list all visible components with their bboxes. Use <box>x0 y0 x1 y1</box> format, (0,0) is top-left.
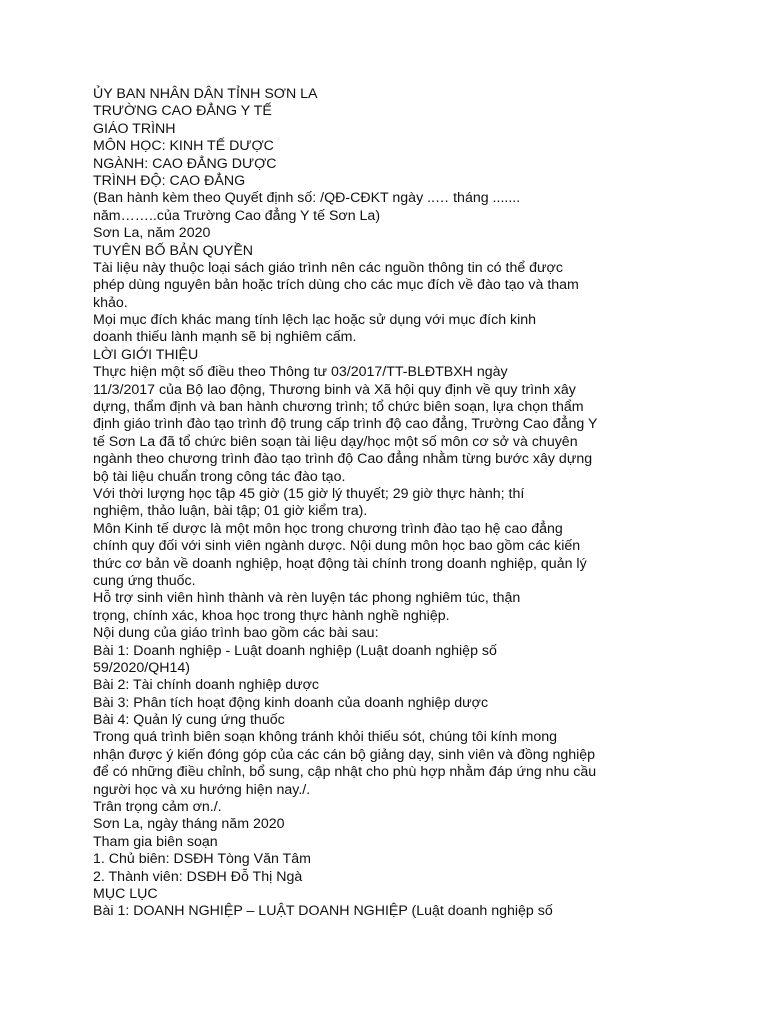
agency-name: ỦY BAN NHÂN DÂN TỈNH SƠN LA <box>93 86 318 102</box>
doc-type: GIÁO TRÌNH <box>93 120 176 137</box>
lesson-list-intro: Nội dung của giáo trình bao gồm các bài sau: <box>93 625 379 642</box>
decision-line-1: (Ban hành kèm theo Quyết định số: /QĐ-CĐKT ngày ..… tháng ....... <box>93 190 521 207</box>
intro-text: định giáo trình đào tạo trình độ trung cấp trình độ cao đẳng, Trường Cao đẳng Y <box>93 416 598 433</box>
subject: MÔN HỌC: KINH TẾ DƯỢC <box>93 138 274 155</box>
intro-text: tế Sơn La đã tổ chức biên soạn tài liệu dạy/học một số môn cơ sở và chuyên <box>93 433 578 450</box>
document-page <box>93 86 598 921</box>
intro-text: nghiệm, thảo luận, bài tập; 01 giờ kiểm tra). <box>93 503 368 520</box>
intro-text: cung ứng thuốc. <box>93 572 196 589</box>
intro-text: chính quy đối với sinh viên ngành dược. Nội dung môn học bao gồm các kiến <box>93 538 581 555</box>
lesson-item: Bài 2: Tài chính doanh nghiệp dược <box>93 677 319 694</box>
copyright-text: phép dùng nguyên bản hoặc trích dùng cho các mục đích về đào tạo và tham <box>93 277 579 294</box>
intro-heading: LỜI GIỚI THIỆU <box>93 346 199 363</box>
intro-text: trọng, chính xác, khoa học trong thực hành nghề nghiệp. <box>93 607 450 624</box>
copyright-text: Mọi mục đích khác mang tính lệch lạc hoặc sử dụng với mục đích kinh <box>93 312 537 329</box>
copyright-text: khảo. <box>93 294 128 311</box>
intro-text: bộ tài liệu chuẩn trong công tác đào tạo. <box>93 468 346 485</box>
closing-text: nhận được ý kiến đóng góp của các cán bộ giảng dạy, sinh viên và đồng nghiệp <box>93 746 596 763</box>
intro-text: Môn Kinh tế dược là một môn học trong chương trình đào tạo hệ cao đẳng <box>93 520 563 537</box>
lesson-item: Bài 3: Phân tích hoạt động kinh doanh của doanh nghiệp dược <box>93 694 489 711</box>
thanks: Trân trọng cảm ơn./. <box>93 799 222 816</box>
copyright-heading: TUYÊN BỐ BẢN QUYỀN <box>93 242 254 259</box>
school-name: TRƯỜNG CAO ĐẲNG Y TẾ <box>93 103 272 120</box>
lesson-item: Bài 1: Doanh nghiệp - Luật doanh nghiệp (Luật doanh nghiệp số <box>93 642 497 659</box>
copyright-text: Tài liệu này thuộc loại sách giáo trình nên các nguồn thông tin có thể được <box>93 259 563 276</box>
intro-text: thức cơ bản về doanh nghiệp, hoạt động tài chính trong doanh nghiệp, quản lý <box>93 555 587 572</box>
closing-text: Trong quá trình biên soạn không tránh khỏi thiếu sót, chúng tôi kính mong <box>93 729 558 746</box>
intro-text: dựng, thẩm định và ban hành chương trình; tổ chức biên soạn, lựa chọn thẩm <box>93 399 584 416</box>
toc-item: Bài 1: DOANH NGHIỆP – LUẬT DOANH NGHIỆP (Luật doanh nghiệp số <box>93 903 553 920</box>
place-year: Sơn La, năm 2020 <box>93 225 211 242</box>
closing-text: để có những điều chỉnh, bổ sung, cập nhật cho phù hợp nhằm đáp ứng nhu cầu <box>93 764 597 781</box>
lesson-item: 59/2020/QH14) <box>93 659 191 676</box>
intro-text: ngành theo chương trình đào tạo trình độ Cao đẳng nhằm từng bước xây dựng <box>93 451 593 468</box>
author-item: 2. Thành viên: DSĐH Đỗ Thị Ngà <box>93 868 303 885</box>
signing-date: Sơn La, ngày tháng năm 2020 <box>93 816 285 833</box>
major: NGÀNH: CAO ĐẲNG DƯỢC <box>93 155 277 172</box>
copyright-text: doanh thiếu lành mạnh sẽ bị nghiêm cấm. <box>93 329 357 346</box>
toc-heading: MỤC LỤC <box>93 885 158 902</box>
intro-text: Hỗ trợ sinh viên hình thành và rèn luyện tác phong nghiêm túc, thận <box>93 590 521 607</box>
author-item: 1. Chủ biên: DSĐH Tòng Văn Tâm <box>93 851 311 868</box>
intro-text: 11/3/2017 của Bộ lao động, Thương binh và Xã hội quy định về quy trình xây <box>93 381 576 398</box>
authors-heading: Tham gia biên soạn <box>93 833 218 850</box>
closing-text: người học và xu hướng hiện nay./. <box>93 781 311 798</box>
level: TRÌNH ĐỘ: CAO ĐẲNG <box>93 172 246 189</box>
intro-text: Thực hiện một số điều theo Thông tư 03/2017/TT-BLĐTBXH ngày <box>93 364 508 381</box>
lesson-item: Bài 4: Quản lý cung ứng thuốc <box>93 712 285 729</box>
decision-line-2: năm……..của Trường Cao đẳng Y tế Sơn La) <box>93 207 381 224</box>
intro-text: Với thời lượng học tập 45 giờ (15 giờ lý thuyết; 29 giờ thực hành; thí <box>93 485 525 502</box>
